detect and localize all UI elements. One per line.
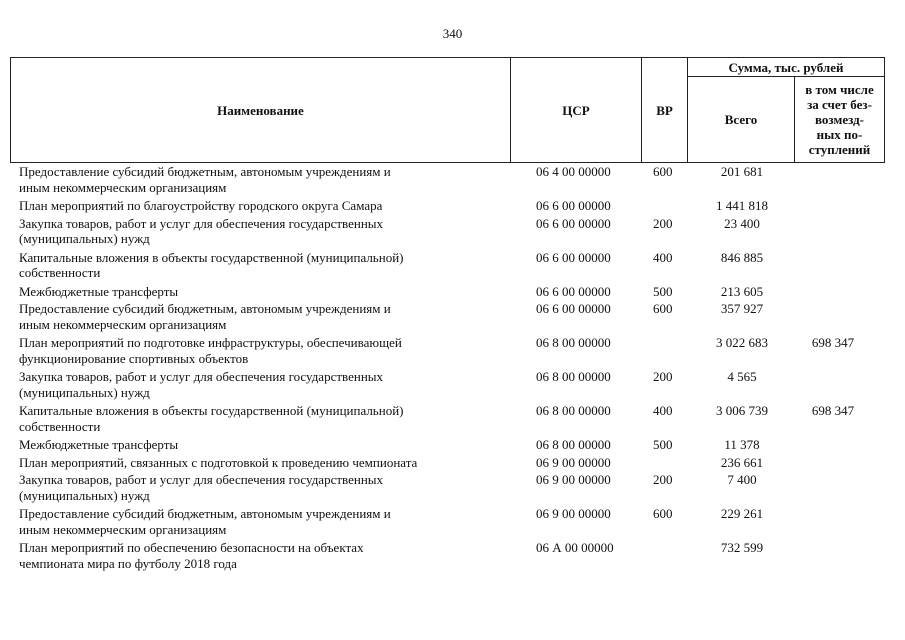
- row-total: 229 261: [720, 506, 764, 521]
- row-vr: 400: [653, 249, 673, 265]
- row-name-line: Предоставление субсидий бюджетным, автономым учреждениям и: [19, 301, 391, 316]
- row-csr: 06 6 00 00000: [536, 198, 611, 213]
- row-name-line: (муниципальных) нужд: [19, 487, 150, 503]
- table-row: [0, 472, 905, 506]
- table-row: [0, 250, 905, 284]
- row-name: [19, 506, 509, 537]
- row-csr: 06 6 00 00000: [536, 301, 611, 316]
- row-name: [19, 540, 509, 571]
- header-bottom-border: [10, 162, 885, 163]
- row-csr: 06 6 00 00000: [536, 215, 611, 231]
- table-body: [0, 164, 905, 574]
- table-row: [0, 369, 905, 403]
- row-vr: 200: [653, 369, 673, 384]
- row-csr: 06 9 00 00000: [536, 506, 611, 521]
- row-total: 11 378: [724, 437, 760, 452]
- row-name-line: Предоставление субсидий бюджетным, автономым учреждениям и: [19, 164, 391, 179]
- row-name-line: Межбюджетные трансферты: [19, 283, 179, 299]
- header-vr: ВР: [656, 102, 673, 118]
- row-name: [19, 284, 509, 300]
- header-free: [795, 77, 884, 162]
- header-sum: Сумма, тыс. рублей: [728, 59, 844, 75]
- row-name-line: (муниципальных) нужд: [19, 231, 150, 246]
- row-name-line: Закупка товаров, работ и услуг для обеспечения государственных: [19, 369, 384, 384]
- page-number: 340: [442, 26, 463, 41]
- table-row: [0, 335, 905, 369]
- row-total: 236 661: [720, 454, 764, 470]
- row-csr: 06 4 00 00000: [536, 164, 611, 179]
- row-vr: 500: [653, 283, 673, 299]
- row-name: [19, 216, 509, 247]
- header-free-line: ступлений: [808, 142, 871, 157]
- row-csr: 06 8 00 00000: [536, 403, 611, 418]
- row-name-line: Межбюджетные трансферты: [19, 437, 179, 452]
- row-csr: 06 6 00 00000: [536, 249, 611, 265]
- row-name-line: План мероприятий, связанных с подготовкой к проведению чемпионата: [19, 454, 418, 470]
- table-row: [0, 506, 905, 540]
- row-name-line: План мероприятий по подготовке инфраструктуры, обеспечивающей: [19, 335, 402, 350]
- row-name-line: Предоставление субсидий бюджетным, автономым учреждениям и: [19, 506, 391, 521]
- header-csr: ЦСР: [562, 102, 590, 118]
- row-name-line: Закупка товаров, работ и услуг для обеспечения государственных: [19, 215, 384, 231]
- row-name: [19, 472, 509, 503]
- row-name-line: иным некоммерческим организациям: [19, 521, 227, 537]
- row-vr: 600: [653, 301, 673, 316]
- row-name-line: Капитальные вложения в объекты государственной (муниципальной): [19, 403, 404, 418]
- row-free: 698 347: [811, 403, 855, 418]
- row-name-line: собственности: [19, 418, 101, 434]
- row-name-line: Капитальные вложения в объекты государственной (муниципальной): [19, 249, 404, 265]
- header-free-line: ных по-: [816, 127, 863, 142]
- row-name-line: План мероприятий по благоустройству городского округа Самара: [19, 198, 383, 213]
- header-free-line: за счет без-: [807, 97, 872, 112]
- row-csr: 06 9 00 00000: [536, 472, 611, 487]
- row-total: 1 441 818: [716, 198, 768, 213]
- row-total: 3 006 739: [716, 403, 768, 418]
- row-total: 4 565: [727, 369, 757, 384]
- row-name: [19, 250, 509, 281]
- row-name: [19, 198, 509, 214]
- table-row: [0, 455, 905, 473]
- header-free-line: возмезд-: [815, 112, 864, 127]
- row-csr: 06 8 00 00000: [536, 369, 611, 384]
- row-total: 357 927: [720, 301, 764, 316]
- header-free-line: в том числе: [805, 82, 874, 97]
- row-total: 7 400: [727, 472, 757, 487]
- table-row: [0, 301, 905, 335]
- row-total: 23 400: [724, 215, 760, 231]
- row-vr: 500: [653, 437, 673, 452]
- table-row: [0, 284, 905, 302]
- table-row: [0, 540, 905, 574]
- row-total: 732 599: [720, 540, 764, 555]
- row-name: [19, 437, 509, 453]
- table-header: [10, 57, 885, 163]
- row-name-line: План мероприятий по обеспечению безопасности на объектах: [19, 540, 364, 555]
- row-name: [19, 403, 509, 434]
- table-row: [0, 437, 905, 455]
- row-csr: 06 8 00 00000: [536, 335, 611, 350]
- row-name-line: (муниципальных) нужд: [19, 384, 150, 400]
- header-name: Наименование: [217, 102, 304, 118]
- row-free: 698 347: [811, 335, 855, 350]
- row-name-line: иным некоммерческим организациям: [19, 179, 227, 195]
- row-name-line: Закупка товаров, работ и услуг для обеспечения государственных: [19, 472, 384, 487]
- table-row: [0, 198, 905, 216]
- row-name-line: иным некоммерческим организациям: [19, 316, 227, 332]
- row-total: 201 681: [720, 164, 764, 179]
- table-row: [0, 164, 905, 198]
- row-total: 846 885: [720, 249, 764, 265]
- row-csr: 06 8 00 00000: [536, 437, 611, 452]
- table-row: [0, 403, 905, 437]
- row-csr: 06 9 00 00000: [536, 454, 611, 470]
- row-vr: 200: [653, 472, 673, 487]
- row-vr: 400: [653, 403, 673, 418]
- header-total: Всего: [724, 112, 758, 127]
- row-name: [19, 455, 509, 471]
- table-row: [0, 216, 905, 250]
- row-vr: 600: [653, 506, 673, 521]
- row-csr: 06 А 00 00000: [536, 540, 614, 555]
- col-divider-right: [884, 57, 885, 163]
- row-total: 213 605: [720, 283, 764, 299]
- row-vr: 200: [653, 215, 673, 231]
- row-name: [19, 335, 509, 366]
- row-csr: 06 6 00 00000: [536, 283, 611, 299]
- row-name-line: функционирование спортивных объектов: [19, 350, 249, 366]
- row-vr: 600: [653, 164, 673, 179]
- row-name-line: чемпионата мира по футболу 2018 года: [19, 555, 237, 571]
- row-total: 3 022 683: [716, 335, 768, 350]
- row-name: [19, 301, 509, 332]
- row-name-line: собственности: [19, 265, 101, 280]
- row-name: [19, 369, 509, 400]
- row-name: [19, 164, 509, 195]
